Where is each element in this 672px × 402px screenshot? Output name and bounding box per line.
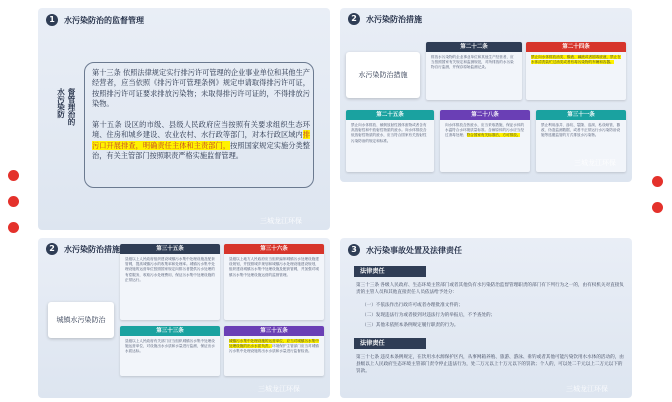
card-article-25: 第二十五条 禁止向水体排放、倾倒放射性固体废物或者含有高放射性和中放射性物质的废水。向水体排放含低放射性物质的废水，应当符合国家有关放射性污染防治的规定和标准。	[346, 110, 434, 172]
nav-dot[interactable]	[8, 196, 19, 207]
section-bar-legal-1: 法律责任	[354, 266, 426, 277]
legal-item: （一）不依法作出行政许可或者办理批准文件的；	[362, 303, 464, 308]
card-article-31: 第三十一条 禁止利用渗井、渗坑、裂隙、溶洞，私设暗管，篡改、伪造监测数据，或者不正常运行水污染防治设施等逃避监管的方式排放水污染物。	[536, 110, 626, 172]
watermark: 三城龙江环保	[258, 385, 300, 393]
legal-text-1: 第三十三条 各级人民政府、生态环境主管部门或者其他负有水污染防治监督管理职责的部门有下列行为之一的，由有权机关对直接负责的主管人员和其他直接责任人员依法给予处分：	[356, 283, 624, 296]
card-article-36: 第三十六条 县级以上地方人民政府应当组织编制城镇污水处理设施建设规划，并按照城乡规划和城镇污水处理设施建设规划，组织建设城镇污水集中处理设施及配套管网，并加强对城镇污水集中处理设施运营的监督管理。	[224, 244, 324, 320]
legal-text-2: 第三十七条 违反本条例规定，在饮用水水源保护区内，从事网箱养殖、旅游、游泳、垂钓或者其他可能污染饮用水水体的活动的，由县级以上人民政府生态环境主管部门责令停止违法行为，处二万元以上十万元以下的罚款；个人的，可以处二千元以上二万元以下的罚款。	[356, 355, 624, 375]
highlighted-text: 排污口开展排查，明确责任主体和主责部门，	[92, 130, 310, 150]
slide-title: 水污染防治措施	[366, 15, 422, 24]
slide-water-measures-b[interactable]	[38, 238, 330, 398]
slide-title: 水污染防治的监督管理	[64, 16, 144, 25]
card-article-24: 第二十四条 禁止向水体排放油类、酸液、碱液或者剧毒废液，禁止在水体清洗装贮过油类或者有毒污染物的车辆和容器。	[526, 42, 626, 100]
side-label: 水污染防 督管理治的	[56, 88, 76, 126]
center-label: 水污染防治措施	[346, 52, 420, 98]
slide-legal-liability[interactable]	[340, 238, 632, 398]
card-article-35b: 第三十五条 城镇污水集中处理设施的运营单位，应当对城镇污水集中处理设施的出水水质负责。环境保护主管部门应当对城镇污水集中处理设施的出水水质和水量进行监督检查。	[224, 326, 324, 376]
card-article-33: 第三十三条 县级以上人民政府有关部门应当组织城镇污水集中处理设施运营单位，对设施出水水质和水量进行监测，保证出水水质达标。	[120, 326, 220, 376]
article-15-text: 第十五条 设区的市级、县级人民政府应当按照有关要求组织生态环境、住房和城乡建设、农业农村、水行政等部门，对本行政区域内排污口开展排查，明确责任主体和主责部门，按照国家规定实施分类整治，有关主管部门按照职责严格实施监督管理。	[92, 120, 310, 161]
slide-number-badge: 2	[46, 243, 58, 255]
card-article-28: 第二十八条 向水体排放含热废水，应当采取措施，保证水体的水温符合水环境质量标准。含病原体的污水应当经过消毒处理；符合国家有关标准后，方可排放。	[440, 110, 530, 172]
watermark: 三城龙江环保	[260, 217, 302, 225]
section-bar-legal-2: 法律责任	[354, 338, 426, 349]
legal-item: （二）发现违法行为或者接到对违法行为的举报后，不予查处的；	[362, 313, 496, 318]
card-article-35a: 第三十五条 县级以上人民政府组织建设城镇污水集中处理设施及配套管网，提高城镇污水的收集率和处理率。城镇污水集中处理设施的运营单位按照国家规定向排污者提供污水处理的有偿服务，收取污水处理费用，保证污水集中处理设施的正常运行。	[120, 244, 220, 320]
watermark: 三城龙江环保	[566, 385, 608, 393]
nav-dot[interactable]	[8, 222, 19, 233]
slide-water-measures-a[interactable]	[340, 8, 632, 182]
card-article-22: 第二十二条 排放水污染物的企业事业单位和其他生产经营者，应当按照国家有关规定和监测规范，对所排放的水污染物自行监测，并保存原始监测记录。	[426, 42, 522, 100]
slide-title: 水污染事故处置及法律责任	[366, 246, 462, 255]
slide-number-badge: 1	[46, 14, 58, 26]
center-label: 城镇水污染防治	[48, 302, 114, 338]
slide-number-badge: 3	[348, 244, 360, 256]
nav-dot[interactable]	[8, 170, 19, 181]
slide-number-badge: 2	[348, 13, 360, 25]
legal-item: （三）其他未依照本条例规定履行职责的行为。	[362, 323, 459, 328]
slide-water-supervision[interactable]	[38, 8, 330, 230]
watermark: 三城龙江环保	[574, 159, 616, 167]
slide-title: 水污染防治措施	[64, 245, 120, 254]
article-13-text: 第十三条 依照法律规定实行排污许可管理的企业事业单位和其他生产经营者，应当依照《排污许可管理条例》规定申请取得排污许可证，按照排污许可证要求排放污染物；未取得排污许可证的，不得排放污染物。	[92, 68, 310, 109]
nav-dot[interactable]	[652, 176, 663, 187]
nav-dot[interactable]	[652, 202, 663, 213]
